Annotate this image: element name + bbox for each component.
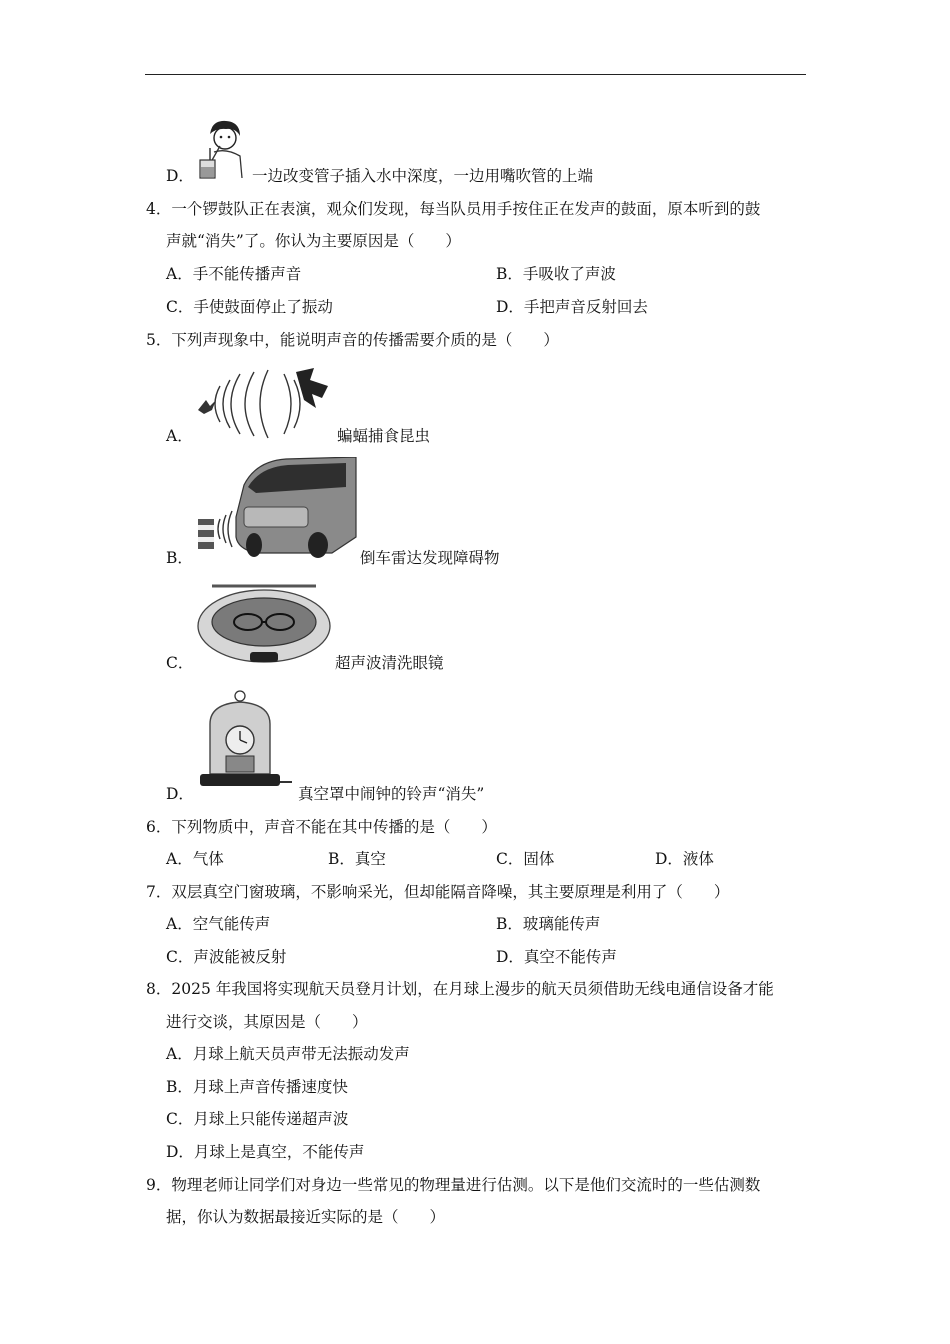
- q5-stem: 5．下列声现象中，能说明声音的传播需要介质的是（ ）: [146, 331, 559, 349]
- q6-stem: 6．下列物质中，声音不能在其中传播的是（ ）: [146, 818, 497, 836]
- q7-option-a: A．空气能传声: [166, 915, 271, 933]
- q8-option-c: C．月球上只能传递超声波: [166, 1110, 349, 1128]
- q5-option-b-letter: B．: [166, 549, 193, 567]
- q7-option-c: C．声波能被反射: [166, 948, 287, 966]
- boy-blowing-tube-picture: [196, 118, 250, 182]
- q6-option-c: C．固体: [496, 850, 555, 868]
- q3-option-d-text: 一边改变管子插入水中深度，一边用嘴吹管的上端: [252, 167, 594, 185]
- q5-option-a-letter: A．: [166, 427, 193, 445]
- q8-option-d: D．月球上是真空，不能传声: [166, 1143, 365, 1161]
- q8-option-a: A．月球上航天员声带无法振动发声: [166, 1045, 410, 1063]
- q4-option-c: C．手使鼓面停止了振动: [166, 298, 333, 316]
- bell-jar-alarm-clock-picture: [196, 690, 292, 794]
- q5-option-c-text: 超声波清洗眼镜: [335, 654, 444, 672]
- q7-option-b: B．玻璃能传声: [496, 915, 601, 933]
- q6-option-b: B．真空: [328, 850, 386, 868]
- q8-stem-line2: 进行交谈，其原因是（ ）: [166, 1013, 368, 1031]
- q9-stem-line1: 9．物理老师让同学们对身边一些常见的物理量进行估测。以下是他们交流时的一些估测数: [146, 1176, 761, 1194]
- bat-echolocation-picture: [196, 364, 336, 440]
- q4-stem-line1: 4．一个锣鼓队正在表演，观众们发现，每当队员用手按住正在发声的鼓面，原本听到的鼓: [146, 200, 761, 218]
- q5-option-d-letter: D．: [166, 785, 194, 803]
- q7-option-d: D．真空不能传声: [496, 948, 617, 966]
- header-rule: [145, 74, 806, 75]
- q6-option-d: D．液体: [655, 850, 714, 868]
- car-reversing-radar-picture: [196, 457, 358, 559]
- q5-option-d-text: 真空罩中闹钟的铃声“消失”: [298, 785, 485, 803]
- q9-stem-line2: 据，你认为数据最接近实际的是（ ）: [166, 1208, 446, 1226]
- q4-stem-line2: 声就“消失”了。你认为主要原因是（ ）: [166, 232, 461, 250]
- q4-option-a: A．手不能传播声音: [166, 265, 302, 283]
- q8-stem-line1: 8．2025 年我国将实现航天员登月计划，在月球上漫步的航天员须借助无线电通信设备才能: [146, 980, 774, 998]
- q5-option-a-text: 蝙蝠捕食昆虫: [337, 427, 431, 445]
- q6-option-a: A．气体: [166, 850, 224, 868]
- q8-option-b: B．月球上声音传播速度快: [166, 1078, 348, 1096]
- q5-option-c-letter: C．: [166, 654, 194, 672]
- q7-stem: 7．双层真空门窗玻璃，不影响采光，但却能隔音降噪，其主要原理是利用了（ ）: [146, 883, 730, 901]
- q4-option-b: B．手吸收了声波: [496, 265, 616, 283]
- q4-option-d: D．手把声音反射回去: [496, 298, 648, 316]
- q3-option-d-letter: D．: [166, 167, 194, 185]
- ultrasonic-cleaner-picture: [196, 578, 332, 670]
- q5-option-b-text: 倒车雷达发现障碍物: [360, 549, 500, 567]
